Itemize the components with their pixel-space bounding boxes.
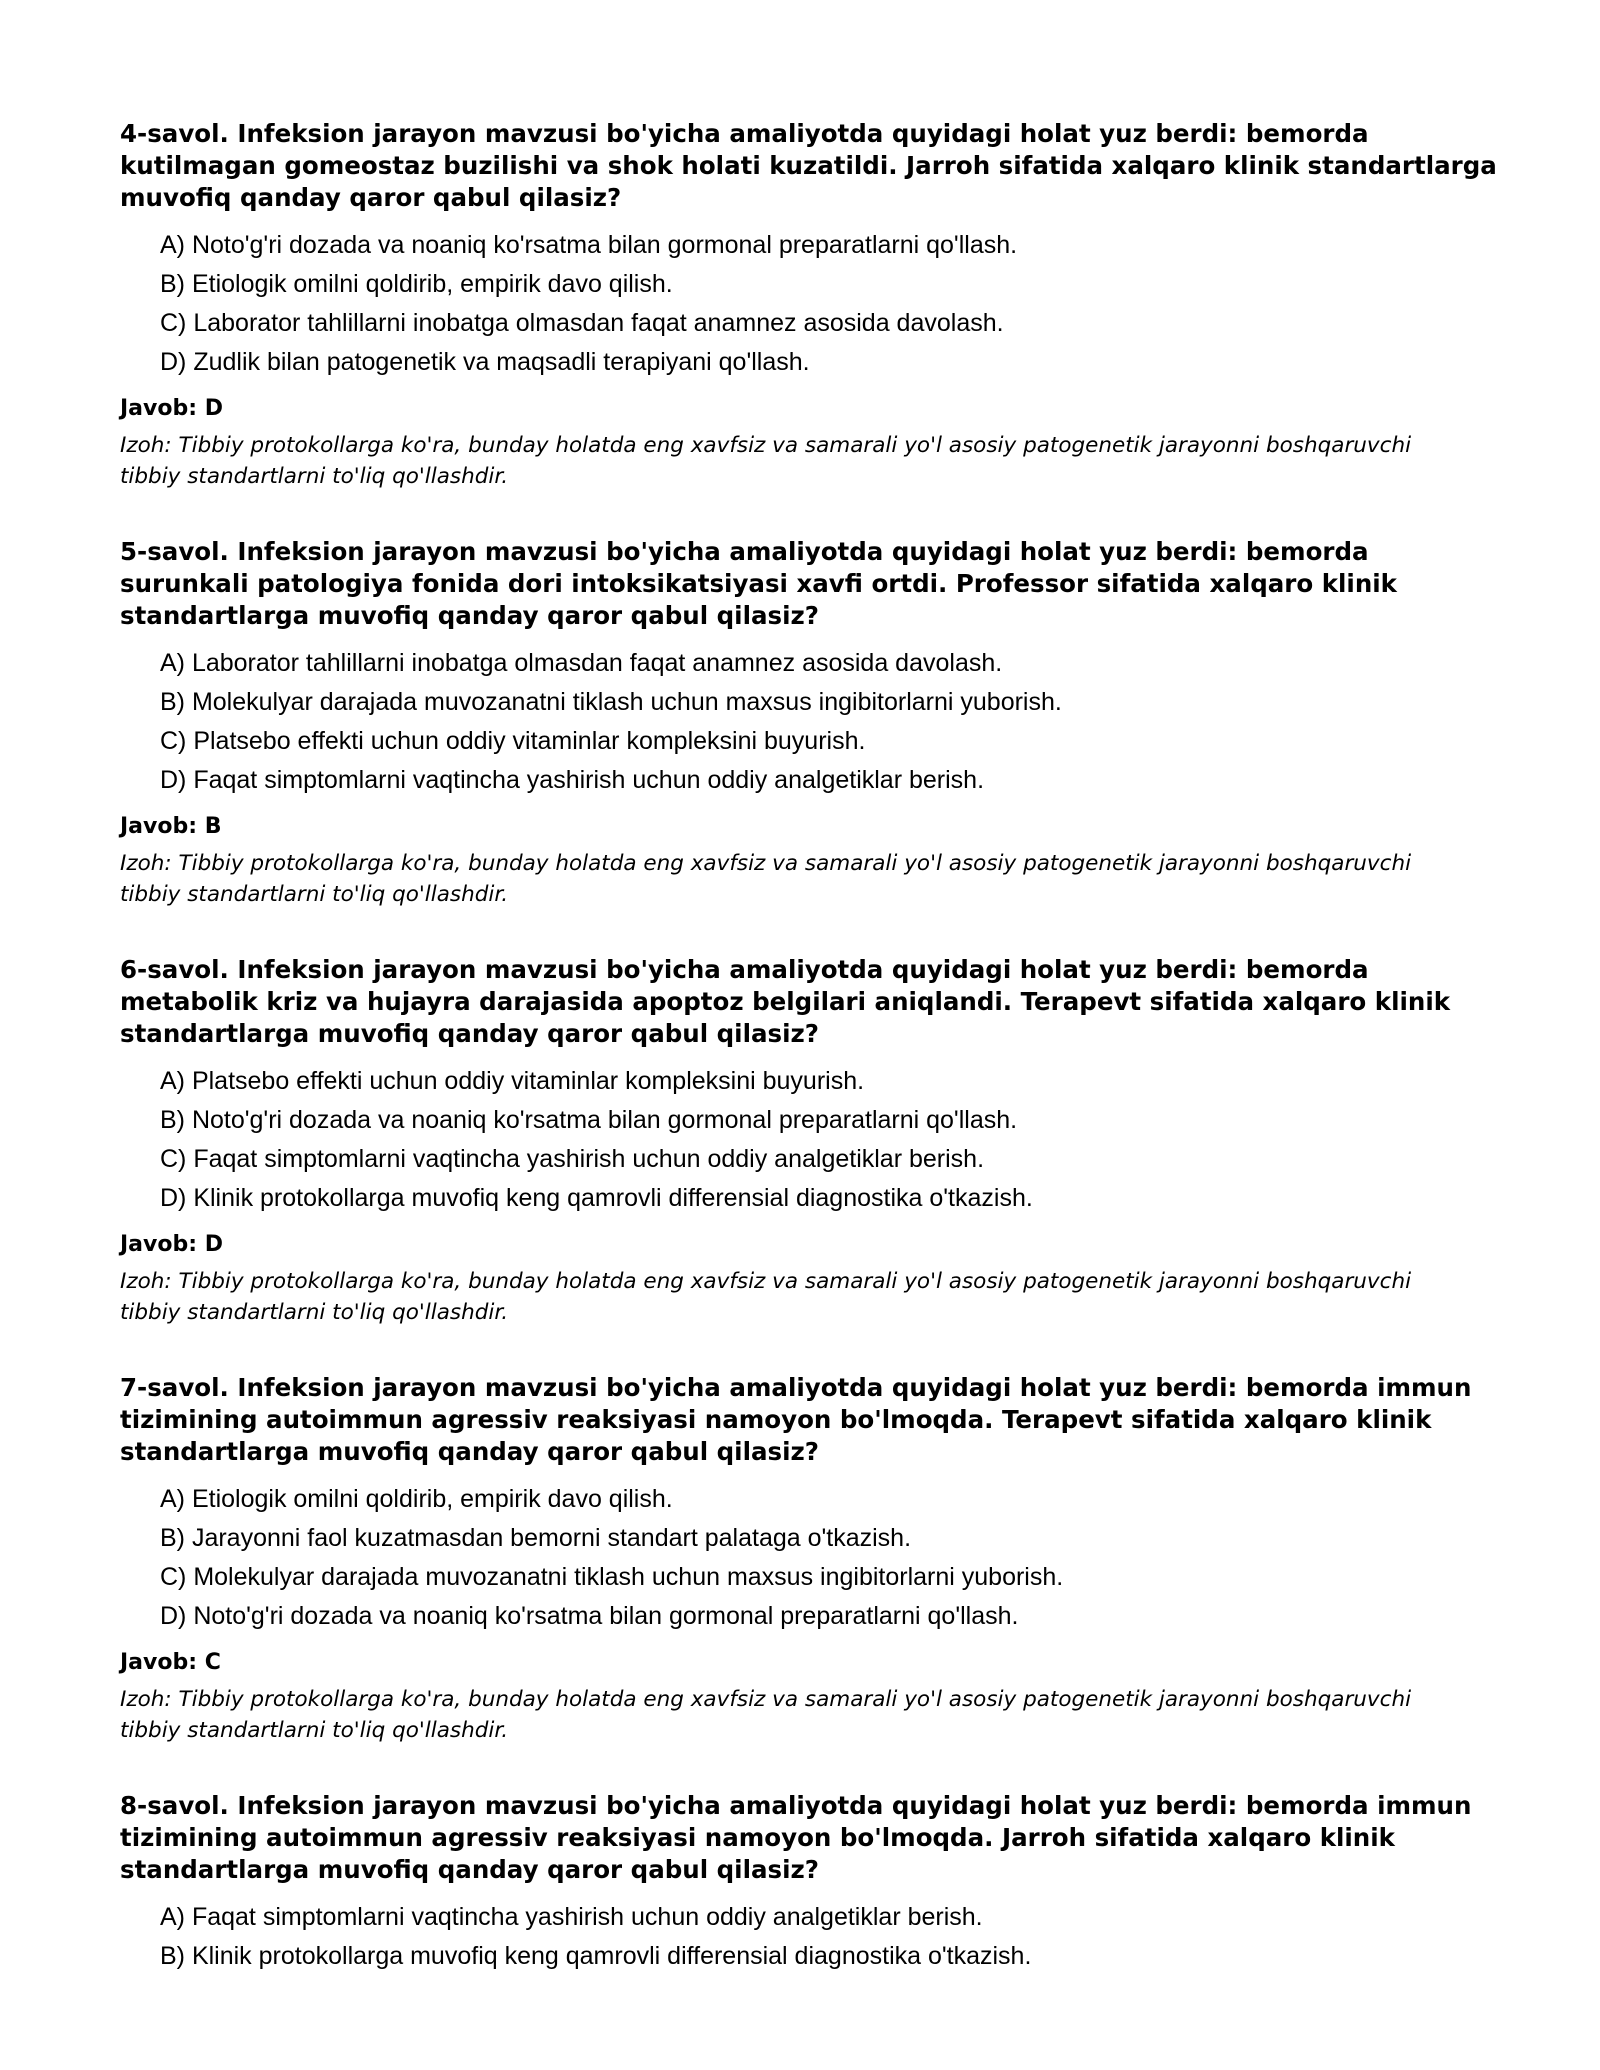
option-b: B) Etiologik omilni qoldirib, empirik davo qilish. xyxy=(160,270,673,298)
options-list xyxy=(120,1480,1500,1636)
option-a: A) Platsebo effekti uchun oddiy vitaminlar kompleksini buyurish. xyxy=(160,1067,865,1095)
options-list xyxy=(120,1898,1500,1976)
question-block xyxy=(120,118,1500,492)
options-list xyxy=(120,644,1500,800)
question-block xyxy=(120,1790,1500,1976)
option-b: B) Klinik protokollarga muvofiq keng qamrovli differensial diagnostika o'tkazish. xyxy=(160,1942,1032,1970)
option-d: D) Faqat simptomlarni vaqtincha yashirish uchun oddiy analgetiklar berish. xyxy=(160,766,985,794)
option-b: B) Molekulyar darajada muvozanatni tiklash uchun maxsus ingibitorlarni yuborish. xyxy=(160,688,1062,716)
explanation-note: Izoh: Tibbiy protokollarga ko'ra, bunday holatda eng xavfsiz va samarali yo'l asosiy patogenetik jarayonni boshqaruvchi tibbiy standartlarni to'liq qo'llashdir. xyxy=(120,851,1412,907)
option-a: A) Laborator tahlillarni inobatga olmasdan faqat anamnez asosida davolash. xyxy=(160,649,1003,677)
option-d: D) Zudlik bilan patogenetik va maqsadli terapiyani qo'llash. xyxy=(160,348,810,376)
option-a: A) Faqat simptomlarni vaqtincha yashirish uchun oddiy analgetiklar berish. xyxy=(160,1903,983,1931)
option-c: C) Laborator tahlillarni inobatga olmasdan faqat anamnez asosida davolash. xyxy=(160,309,1004,337)
option-b: B) Jarayonni faol kuzatmasdan bemorni standart palataga o'tkazish. xyxy=(160,1524,912,1552)
explanation-note: Izoh: Tibbiy protokollarga ko'ra, bunday holatda eng xavfsiz va samarali yo'l asosiy patogenetik jarayonni boshqaruvchi tibbiy standartlarni to'liq qo'llashdir. xyxy=(120,1687,1412,1743)
option-c: C) Molekulyar darajada muvozanatni tiklash uchun maxsus ingibitorlarni yuborish. xyxy=(160,1563,1064,1591)
explanation-note: Izoh: Tibbiy protokollarga ko'ra, bunday holatda eng xavfsiz va samarali yo'l asosiy patogenetik jarayonni boshqaruvchi tibbiy standartlarni to'liq qo'llashdir. xyxy=(120,1269,1412,1325)
question-title: 6-savol. Infeksion jarayon mavzusi bo'yicha amaliyotda quyidagi holat yuz berdi: bemorda metabolik kriz va hujayra darajasida apoptoz belgilari aniqlandi. Terapevt sifatida xalqaro klinik standartlarga muvofiq qanday qaror qabul qilasiz? xyxy=(120,955,1451,1048)
answer-label: Javob: B xyxy=(120,814,222,839)
option-b: B) Noto'g'ri dozada va noaniq ko'rsatma bilan gormonal preparatlarni qo'llash. xyxy=(160,1106,1018,1134)
option-a: A) Etiologik omilni qoldirib, empirik davo qilish. xyxy=(160,1485,673,1513)
question-title: 7-savol. Infeksion jarayon mavzusi bo'yicha amaliyotda quyidagi holat yuz berdi: bemorda immun tizimining autoimmun agressiv reaksiyasi namoyon bo'lmoqda. Terapevt sifatida xalqaro klinik standartlarga muvofiq qanday qaror qabul qilasiz? xyxy=(120,1373,1472,1466)
answer-label: Javob: C xyxy=(120,1650,221,1675)
document-page xyxy=(120,118,1500,2020)
question-title: 8-savol. Infeksion jarayon mavzusi bo'yicha amaliyotda quyidagi holat yuz berdi: bemorda immun tizimining autoimmun agressiv reaksiyasi namoyon bo'lmoqda. Jarroh sifatida xalqaro klinik standartlarga muvofiq qanday qaror qabul qilasiz? xyxy=(120,1791,1472,1884)
option-d: D) Klinik protokollarga muvofiq keng qamrovli differensial diagnostika o'tkazish. xyxy=(160,1184,1033,1212)
answer-label: Javob: D xyxy=(120,396,223,421)
options-list xyxy=(120,226,1500,382)
options-list xyxy=(120,1062,1500,1218)
question-block xyxy=(120,954,1500,1328)
option-c: C) Faqat simptomlarni vaqtincha yashirish uchun oddiy analgetiklar berish. xyxy=(160,1145,985,1173)
question-block xyxy=(120,536,1500,910)
option-d: D) Noto'g'ri dozada va noaniq ko'rsatma bilan gormonal preparatlarni qo'llash. xyxy=(160,1602,1019,1630)
question-block xyxy=(120,1372,1500,1746)
answer-label: Javob: D xyxy=(120,1232,223,1257)
question-title: 4-savol. Infeksion jarayon mavzusi bo'yicha amaliyotda quyidagi holat yuz berdi: bemorda kutilmagan gomeostaz buzilishi va shok holati kuzatildi. Jarroh sifatida xalqaro klinik standartlarga muvofiq qanday qaror qabul qilasiz? xyxy=(120,119,1497,212)
question-title: 5-savol. Infeksion jarayon mavzusi bo'yicha amaliyotda quyidagi holat yuz berdi: bemorda surunkali patologiya fonida dori intoksikatsiyasi xavfi ortdi. Professor sifatida xalqaro klinik standartlarga muvofiq qanday qaror qabul qilasiz? xyxy=(120,537,1397,630)
option-a: A) Noto'g'ri dozada va noaniq ko'rsatma bilan gormonal preparatlarni qo'llash. xyxy=(160,231,1018,259)
option-c: C) Platsebo effekti uchun oddiy vitaminlar kompleksini buyurish. xyxy=(160,727,866,755)
explanation-note: Izoh: Tibbiy protokollarga ko'ra, bunday holatda eng xavfsiz va samarali yo'l asosiy patogenetik jarayonni boshqaruvchi tibbiy standartlarni to'liq qo'llashdir. xyxy=(120,433,1412,489)
